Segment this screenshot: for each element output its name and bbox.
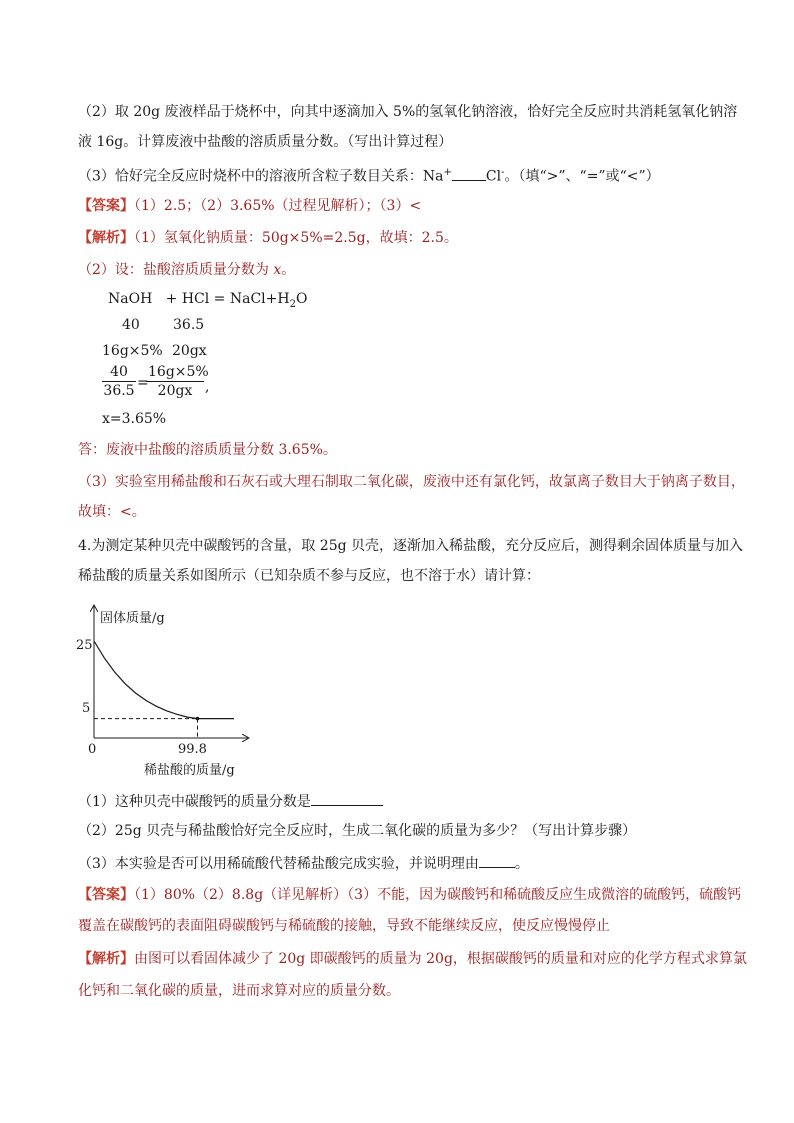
answer-blank-1[interactable] [311, 791, 383, 806]
solution-2-intro-end: 。 [281, 262, 296, 278]
equation-oxygen: O [295, 291, 308, 307]
question-2-line-1: （2）取 20g 废液样品于烧杯中，向其中逐滴加入 5%的氢氧化钠溶液，恰好完全反应时共消耗氢氧化钠溶 [78, 104, 738, 120]
solution-section-4-line-1 [78, 949, 747, 969]
ratio-left-numerator: 40 [102, 364, 136, 382]
question-2-line-2: 液 16g。计算废液中盐酸的溶质质量分数。（写出计算过程） [78, 134, 453, 150]
solution-text: （1）氢氧化钠质量：50g×5%=2.5g，故填：2.5。 [134, 230, 458, 246]
result-x: x=3.65% [102, 411, 167, 427]
y-axis-label: 固体质量/g [100, 611, 165, 626]
question-4-part-1 [78, 791, 383, 812]
answer-section-1 [78, 196, 421, 216]
question-3-instruction: 。（填“>”、“=”或“<”） [504, 168, 660, 185]
answer-label: 【答案】 [78, 198, 134, 214]
variable-x: x [273, 262, 282, 278]
solution-2-intro [78, 260, 295, 280]
answer-text: （1）2.5；（2）3.65%（过程见解析）；（3）< [134, 198, 422, 214]
question-4-part-2: （2）25g 贝壳与稀盐酸恰好完全反应时，生成二氧化碳的质量为多少？（写出计算步骤） [78, 823, 637, 839]
molar-mass-naoh: 40 [122, 317, 140, 333]
given-mass-naoh: 16g×5% [102, 343, 163, 359]
solution-3-line-2: 故填：<。 [78, 504, 146, 520]
equation-rest: + HCl = NaCl+H [165, 291, 290, 307]
chemical-equation [108, 290, 307, 314]
question-3-text: （3）恰好完全反应时烧杯中的溶液所含粒子数目关系：Na [78, 168, 444, 185]
y-tick-25: 25 [76, 638, 93, 653]
solution-section-1 [78, 228, 458, 248]
series-line [94, 641, 234, 719]
solution-2-intro-text: （2）设：盐酸溶质质量分数为 [78, 262, 274, 278]
x-axis-label: 稀盐酸的质量/g [144, 763, 235, 778]
equation-reactant-naoh: NaOH [108, 291, 153, 307]
solution-label: 【解析】 [78, 951, 134, 967]
ratio-comma: , [205, 379, 210, 395]
x-tick-99-8: 99.8 [178, 742, 207, 757]
question-4-line-1: 4.为测定某种贝壳中碳酸钙的含量，取 25g 贝壳，逐渐加入稀盐酸，充分反应后，测得剩余固体质量与加入 [78, 538, 744, 554]
question-4-part-3-text: （3）本实验是否可以用稀硫酸代替稀盐酸完成实验，并说明理由 [78, 856, 479, 872]
y-tick-5: 5 [82, 701, 91, 716]
answer-label: 【答案】 [78, 887, 134, 903]
answer-section-4-line-1 [78, 885, 741, 905]
solution-label: 【解析】 [78, 230, 134, 246]
ratio-left-denominator: 36.5 [103, 383, 135, 399]
solution-3-line-1: （3）实验室用稀盐酸和石灰石或大理石制取二氧化碳，废液中还有氯化钙，故氯离子数目大于钠离子数目， [78, 474, 745, 490]
ratio-right-denominator: 20gx [157, 383, 193, 399]
question-3 [78, 163, 660, 187]
question-4-part-3 [78, 853, 529, 874]
solution-section-4-line-2: 化钙和二氧化碳的质量，进而求算对应的质量分数。 [78, 983, 400, 999]
origin-label: 0 [88, 742, 97, 757]
question-4-line-2: 稀盐酸的质量关系如图所示（已知杂质不参与反应，也不溶于水）请计算： [78, 568, 540, 584]
chloride-charge: - [501, 167, 505, 178]
molar-mass-hcl: 36.5 [173, 317, 205, 333]
answer-section-4-line-2: 覆盖在碳酸钙的表面阻碍碳酸钙与稀硫酸的接触，导致不能继续反应，使反应慢慢停止 [78, 918, 610, 934]
turning-point [196, 717, 200, 721]
answer-blank[interactable] [452, 166, 486, 181]
answer-text: （1）80%（2）8.8g（详见解析）（3）不能，因为碳酸钙和稀硫酸反应生成微溶的硫酸钙，硫酸钙 [134, 887, 742, 903]
equation-subscript: 2 [289, 298, 296, 310]
ratio-left [102, 364, 136, 400]
question-4-part-1-text: （1）这种贝壳中碳酸钙的质量分数是 [78, 794, 311, 810]
chloride-symbol: Cl [485, 168, 502, 185]
solution-text: 由图可以看固体减少了 20g 即碳酸钙的质量为 20g，根据碳酸钙的质量和对应的化学方程式求算氯 [134, 951, 747, 967]
ratio-right [146, 364, 209, 400]
sodium-charge: + [443, 167, 452, 178]
given-mass-hcl: 20gx [172, 343, 207, 359]
answer-blank-3[interactable] [479, 853, 515, 868]
ratio-right-numerator: 16g×5% [148, 364, 209, 380]
solid-mass-chart [70, 600, 270, 780]
final-answer: 答：废液中盐酸的溶质质量分数 3.65%。 [78, 442, 337, 458]
question-4-part-3-end: 。 [514, 856, 529, 872]
ratio-equals: = [137, 375, 149, 391]
